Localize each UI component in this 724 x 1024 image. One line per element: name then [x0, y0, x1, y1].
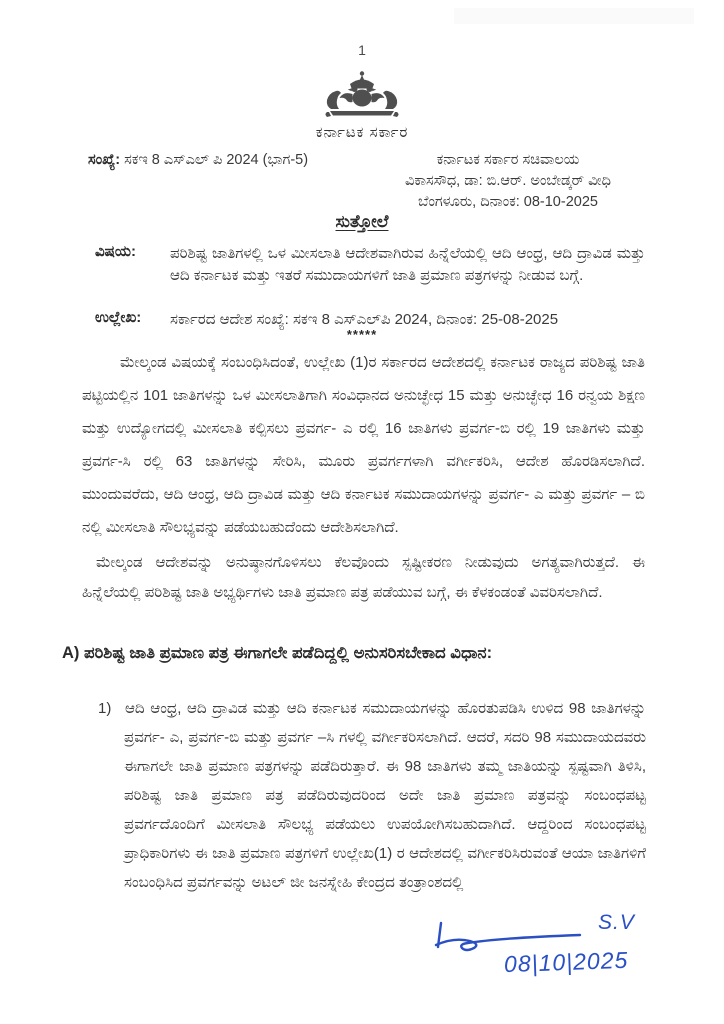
reference-text: ಸರ್ಕಾರದ ಆದೇಶ ಸಂಖ್ಯೆ: ಸಕಇ 8 ಎಸ್‌ಎಲ್‌ಪಿ 2024, ದಿನಾಂಕ: 25-08-2025 [170, 311, 559, 328]
subject-text: ಪರಿಶಿಷ್ಟ ಜಾತಿಗಳಲ್ಲಿ ಒಳ ಮೀಸಲಾತಿ ಆದೇಶವಾಗಿರುವ ಹಿನ್ನೆಲೆಯಲ್ಲಿ ಆದಿ ಆಂಧ್ರ, ಆದಿ ದ್ರಾವಿಡ ಮತ್ತು ಆದಿ ಕರ್ನಾಟಕ ಮತ್ತು ಇತರೆ ಸಮುದಾಯಗಳಿಗೆ ಜಾತಿ ಪ್ರಮಾಣ ಪತ್ರಗಳನ್ನು ನೀಡುವ ಬಗ್ಗೆ. [170, 245, 645, 284]
circular-number-line [88, 152, 308, 168]
address-line-2: ವಿಕಾಸಸೌಧ, ಡಾ: ಬಿ.ಆರ್. ಅಂಬೇಡ್ಕರ್ ವೀಧಿ [405, 173, 611, 189]
subject-label: ವಿಷಯ: [95, 243, 136, 260]
karnataka-emblem [0, 70, 724, 127]
reference-label: ಉಲ್ಲೇಖ: [95, 309, 142, 326]
separator-stars: ***** [346, 327, 378, 342]
government-name: ಕರ್ನಾಟಕ ಸರ್ಕಾರ [315, 124, 409, 141]
secretariat-address [368, 150, 648, 213]
number-label: ಸಂಖ್ಯೆ: [88, 152, 121, 168]
section-a-title: ಪರಿಶಿಷ್ಟ ಜಾತಿ ಪ್ರಮಾಣ ಪತ್ರ ಈಗಾಗಲೇ ಪಡೆದಿದ್ದಲ್ಲಿ ಅನುಸರಿಸಬೇಕಾದ ವಿಧಾನ: [84, 644, 493, 662]
item-text: ಆದಿ ಆಂಧ್ರ, ಆದಿ ದ್ರಾವಿಡ ಮತ್ತು ಆದಿ ಕರ್ನಾಟಕ ಸಮುದಾಯಗಳನ್ನು ಹೊರತುಪಡಿಸಿ ಉಳಿದ 98 ಜಾತಿಗಳನ್ನು ಪ್ರವರ್ಗ- ಎ, ಪ್ರವರ್ಗ-ಬಿ ಮತ್ತು ಪ್ರವರ್ಗ –ಸಿ ಗಳಲ್ಲಿ ವರ್ಗೀಕರಿಸಲಾಗಿದೆ. ಆದರೆ, ಸದರಿ 98 ಸಮುದಾಯದವರು ಈಗಾಗಲೇ ಜಾತಿ ಪ್ರಮಾಣ ಪತ್ರಗಳನ್ನು ಪಡೆದಿರುತ್ತಾರೆ. ಈ 98 ಜಾತಿಗಳು ತಮ್ಮ ಜಾತಿಯನ್ನು ಸ್ಪಷ್ಟವಾಗಿ ತಿಳಿಸಿ, ಪರಿಶಿಷ್ಟ ಜಾತಿ ಪ್ರಮಾಣ ಪತ್ರ ಪಡೆದಿರುವುದರಿಂದ ಅದೇ ಜಾತಿ ಪ್ರಮಾಣ ಪತ್ರವನ್ನು ಸಂಬಂಧಪಟ್ಟ ಪ್ರವರ್ಗದೊಂದಿಗೆ ಮೀಸಲಾತಿ ಸೌಲಭ್ಯ ಪಡೆಯಲು ಉಪಯೋಗಿಸಬಹುದಾಗಿದೆ. ಆದ್ದರಿಂದ ಸಂಬಂಧಪಟ್ಟ ಪ್ರಾಧಿಕಾರಿಗಳು ಈ ಜಾತಿ ಪ್ರಮಾಣ ಪತ್ರಗಳಿಗೆ ಉಲ್ಲೇಖ(1) ರ ಆದೇಶದಲ್ಲಿ ವರ್ಗೀಕರಿಸಿರುವಂತೆ ಆಯಾ ಜಾತಿಗಳಿಗೆ ಸಂಬಂಧಿಸಿದ ಪ್ರವರ್ಗವನ್ನು ಅಟಲ್ ಜೀ ಜನಸ್ನೇಹಿ ಕೇಂದ್ರದ ತಂತ್ರಾಂಶದಲ್ಲಿ [124, 700, 646, 891]
page-number: 1 [358, 42, 366, 58]
signature-date: 08|10|2025 [503, 946, 629, 978]
address-line-1: ಕರ್ನಾಟಕ ಸರ್ಕಾರ ಸಚಿವಾಲಯ [436, 152, 580, 168]
section-a-label: A) [62, 644, 80, 662]
body-paragraph-2: ಮೇಲ್ಕಂಡ ಆದೇಶವನ್ನು ಅನುಷ್ಠಾನಗೊಳಿಸಲು ಕೆಲವೊಂದು ಸ್ಪಷ್ಟೀಕರಣ ನೀಡುವುದು ಅಗತ್ಯವಾಗಿರುತ್ತದೆ. ಈ ಹಿನ್ನೆಲೆಯಲ್ಲಿ ಪರಿಶಿಷ್ಟ ಜಾತಿ ಅಭ್ಯರ್ಥಿಗಳು ಜಾತಿ ಪ್ರಮಾಣ ಪತ್ರ ಪಡೆಯುವ ಬಗ್ಗೆ, ಈ ಕೆಳಕಂಡಂತೆ ವಿವರಿಸಲಾಗಿದೆ. [82, 554, 645, 601]
body-paragraph-1: ಮೇಲ್ಕಂಡ ವಿಷಯಕ್ಕೆ ಸಂಬಂಧಿಸಿದಂತೆ, ಉಲ್ಲೇಖ (1)ರ ಸರ್ಕಾರದ ಆದೇಶದಲ್ಲಿ ಕರ್ನಾಟಕ ರಾಜ್ಯದ ಪರಿಶಿಷ್ಟ ಜಾತಿ ಪಟ್ಟಿಯಲ್ಲಿನ 101 ಜಾತಿಗಳನ್ನು ಒಳ ಮೀಸಲಾತಿಗಾಗಿ ಸಂವಿಧಾನದ ಅನುಚ್ಛೇಧ 15 ಮತ್ತು ಅನುಚ್ಛೇಧ 16 ರನ್ವಯ ಶಿಕ್ಷಣ ಮತ್ತು ಉದ್ಯೋಗದಲ್ಲಿ ಮೀಸಲಾತಿ ಕಲ್ಪಿಸಲು ಪ್ರವರ್ಗ- ಎ ರಲ್ಲಿ 16 ಜಾತಿಗಳು ಪ್ರವರ್ಗ-ಬಿ ರಲ್ಲಿ 19 ಜಾತಿಗಳು ಮತ್ತು ಪ್ರವರ್ಗ-ಸಿ ರಲ್ಲಿ 63 ಜಾತಿಗಳನ್ನು ಸೇರಿಸಿ, ಮೂರು ಪ್ರವರ್ಗಗಳಾಗಿ ವರ್ಗೀಕರಿಸಿ, ಆದೇಶ ಹೊರಡಿಸಲಾಗಿದೆ. ಮುಂದುವರೆದು, ಆದಿ ಆಂಧ್ರ, ಆದಿ ದ್ರಾವಿಡ ಮತ್ತು ಆದಿ ಕರ್ನಾಟಕ ಸಮುದಾಯಗಳನ್ನು ಪ್ರವರ್ಗ- ಎ ಮತ್ತು ಪ್ರವರ್ಗ – ಬಿ ನಲ್ಲಿ ಮೀಸಲಾತಿ ಸೌಲಭ್ಯವನ್ನು ಪಡೆಯಬಹುದೆಂದು ಆದೇಶಿಸಲಾಗಿದೆ. [82, 354, 645, 536]
document-title: ಸುತ್ತೋಲೆ [335, 212, 389, 231]
signature-block [432, 905, 672, 1000]
section-a-heading [62, 640, 644, 667]
address-line-3: ಬೆಂಗಳೂರು, ದಿನಾಂಕ: 08-10-2025 [418, 194, 598, 210]
scan-artifact [454, 8, 694, 24]
signature-initials: S.V [598, 911, 635, 934]
subject-block [95, 243, 648, 287]
item-number: 1) [98, 700, 112, 717]
signature-squiggle-icon [432, 919, 592, 953]
number-value: ಸಕಇ 8 ಎಸ್‌ಎಲ್ ಪಿ 2024 (ಭಾಗ-5) [124, 152, 309, 168]
list-item-1 [98, 694, 646, 897]
